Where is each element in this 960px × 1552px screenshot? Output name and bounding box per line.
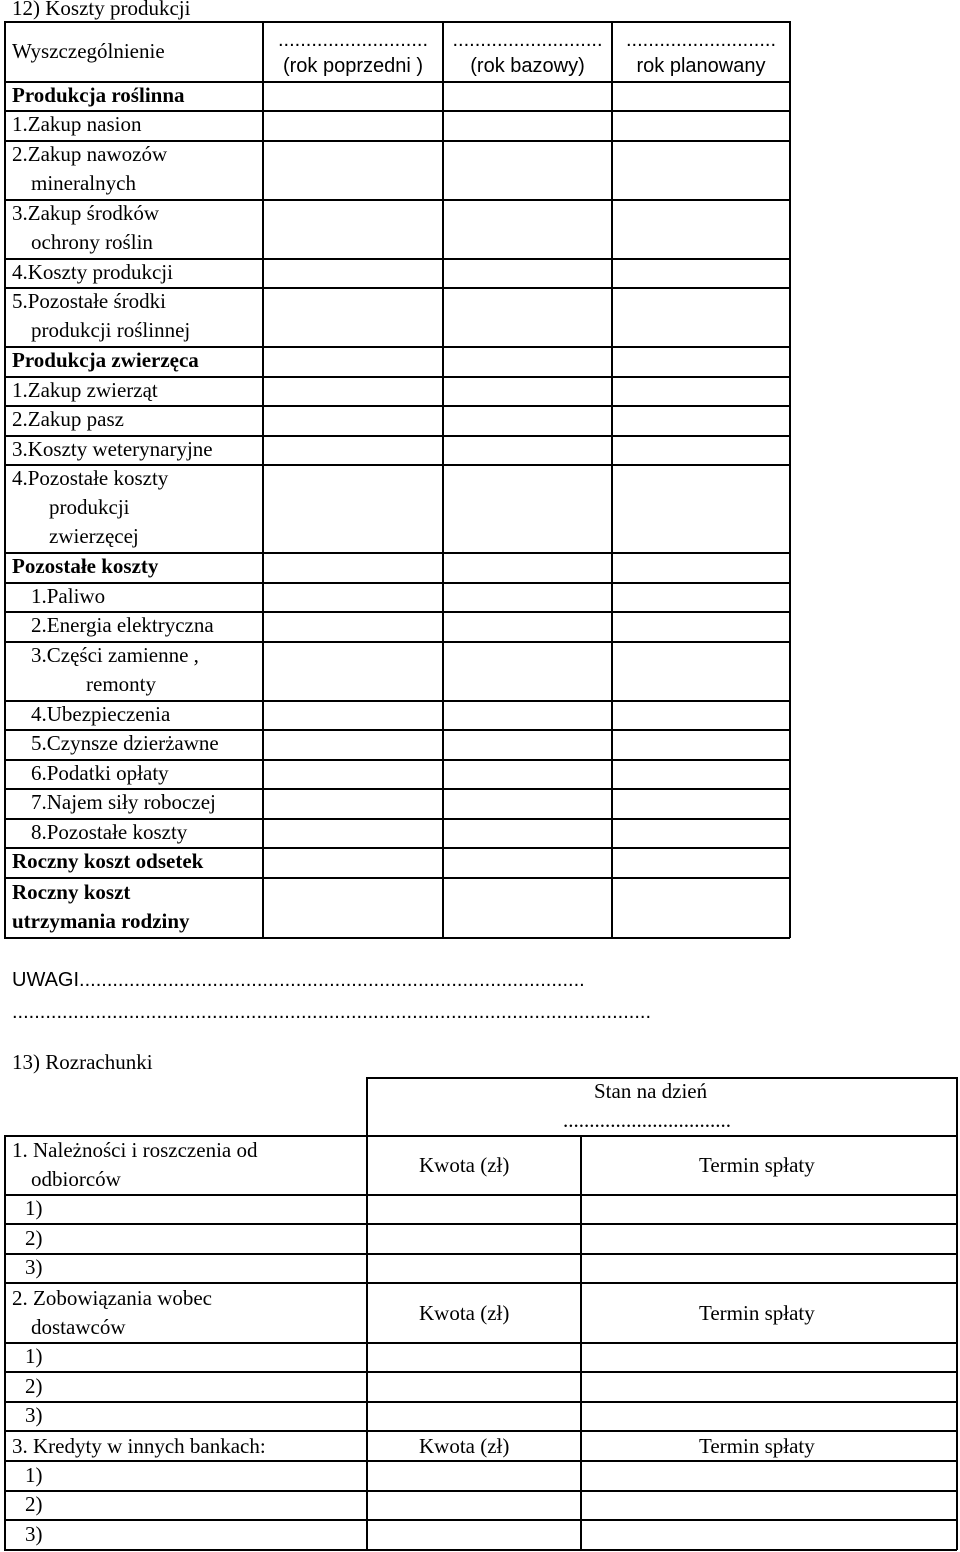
settlements-divider bbox=[4, 1342, 957, 1344]
row-label: produkcji roślinnej bbox=[31, 318, 191, 342]
row-divider bbox=[4, 582, 790, 584]
row-label: 3.Części zamienne , bbox=[31, 643, 199, 667]
column-divider bbox=[611, 21, 613, 938]
table-border-top bbox=[4, 21, 790, 23]
row-label-pozostale-koszty: Pozostałe koszty bbox=[12, 554, 159, 578]
stan-na-dzien-dots: ................................ bbox=[563, 1108, 731, 1132]
receivables-amount-header: Kwota (zł) bbox=[419, 1153, 510, 1177]
row-label: 1.Zakup zwierząt bbox=[12, 378, 158, 402]
credits-item-3: 3) bbox=[25, 1522, 43, 1546]
row-label: 6.Podatki opłaty bbox=[31, 761, 169, 785]
row-label-roczny-koszt: Roczny koszt bbox=[12, 880, 131, 904]
row-label-produkcja-roslinna: Produkcja roślinna bbox=[12, 83, 185, 107]
settlements-column-divider bbox=[366, 1077, 368, 1550]
settlements-border-left bbox=[4, 1135, 6, 1550]
settlements-column-divider bbox=[580, 1135, 582, 1550]
settlements-border-bottom bbox=[4, 1549, 957, 1551]
table-border-left bbox=[4, 21, 6, 938]
section-13-title: 13) Rozrachunki bbox=[12, 1050, 153, 1074]
settlements-border-right bbox=[956, 1077, 958, 1550]
settlements-divider bbox=[4, 1519, 957, 1521]
row-label: 8.Pozostałe koszty bbox=[31, 820, 188, 844]
credits-label: 3. Kredyty w innych bankach: bbox=[12, 1434, 266, 1458]
receivables-due-header: Termin spłaty bbox=[699, 1153, 815, 1177]
settlements-divider bbox=[4, 1223, 957, 1225]
row-label-roczny-koszt-odsetek: Roczny koszt odsetek bbox=[12, 849, 204, 873]
receivables-label-line-2: odbiorców bbox=[31, 1167, 121, 1191]
row-label: 7.Najem siły roboczej bbox=[31, 790, 216, 814]
row-label: 5.Czynsze dzierżawne bbox=[31, 731, 219, 755]
table-border-right bbox=[789, 21, 791, 938]
row-label: 2.Energia elektryczna bbox=[31, 613, 214, 637]
settlements-divider bbox=[4, 1194, 957, 1196]
row-label: mineralnych bbox=[31, 171, 136, 195]
row-label: 1.Paliwo bbox=[31, 584, 106, 608]
header-col2-label: (rok bazowy) bbox=[470, 55, 585, 77]
header-col3-dots: ........................... bbox=[625, 29, 777, 51]
header-col1-dots: ........................... bbox=[277, 29, 429, 51]
row-label: 2.Zakup pasz bbox=[12, 407, 124, 431]
column-divider bbox=[262, 21, 264, 938]
credits-due-header: Termin spłaty bbox=[699, 1434, 815, 1458]
column-divider bbox=[442, 21, 444, 938]
receivables-item-3: 3) bbox=[25, 1255, 43, 1279]
receivables-label-line-1: 1. Należności i roszczenia od bbox=[12, 1138, 258, 1162]
header-wyszczegolnienie: Wyszczególnienie bbox=[12, 39, 165, 63]
liabilities-item-1: 1) bbox=[25, 1344, 43, 1368]
row-label: 4.Ubezpieczenia bbox=[31, 702, 171, 726]
liabilities-due-header: Termin spłaty bbox=[699, 1301, 815, 1325]
row-label: remonty bbox=[86, 672, 156, 696]
table-border-bottom bbox=[4, 937, 790, 939]
liabilities-item-3: 3) bbox=[25, 1403, 43, 1427]
liabilities-label-line-1: 2. Zobowiązania wobec bbox=[12, 1286, 213, 1310]
row-label: 4.Pozostałe koszty bbox=[12, 466, 169, 490]
row-label: 5.Pozostałe środki bbox=[12, 289, 166, 313]
credits-item-1: 1) bbox=[25, 1463, 43, 1487]
row-label-produkcja-zwierzeca: Produkcja zwierzęca bbox=[12, 348, 199, 372]
row-label: 4.Koszty produkcji bbox=[12, 260, 173, 284]
liabilities-amount-header: Kwota (zł) bbox=[419, 1301, 510, 1325]
settlements-divider bbox=[4, 1401, 957, 1403]
settlements-divider bbox=[4, 1490, 957, 1492]
section-12-title: 12) Koszty produkcji bbox=[12, 0, 191, 20]
header-col1-label: (rok poprzedni ) bbox=[282, 55, 424, 77]
liabilities-item-2: 2) bbox=[25, 1374, 43, 1398]
row-label: zwierzęcej bbox=[49, 524, 139, 548]
receivables-item-1: 1) bbox=[25, 1196, 43, 1220]
row-label: 3.Zakup środków bbox=[12, 201, 159, 225]
row-label: 2.Zakup nawozów bbox=[12, 142, 168, 166]
settlements-divider bbox=[4, 1253, 957, 1255]
header-col3-label: rok planowany bbox=[636, 55, 766, 77]
row-label: 3.Koszty weterynaryjne bbox=[12, 437, 213, 461]
header-col2-dots: ........................... bbox=[452, 29, 603, 51]
settlements-divider bbox=[4, 1371, 957, 1373]
receivables-item-2: 2) bbox=[25, 1226, 43, 1250]
row-label: produkcji bbox=[49, 495, 130, 519]
liabilities-label-line-2: dostawców bbox=[31, 1315, 126, 1339]
row-label: ochrony roślin bbox=[31, 230, 153, 254]
row-label-utrzymania-rodziny: utrzymania rodziny bbox=[12, 909, 190, 933]
credits-amount-header: Kwota (zł) bbox=[419, 1434, 510, 1458]
remarks-line-1: UWAGI........................................................................................... bbox=[12, 969, 585, 991]
stan-na-dzien-label: Stan na dzień bbox=[594, 1079, 708, 1103]
row-label: 1.Zakup nasion bbox=[12, 112, 142, 136]
credits-item-2: 2) bbox=[25, 1492, 43, 1516]
remarks-line-2: ................................................................................................................... bbox=[12, 1001, 652, 1023]
